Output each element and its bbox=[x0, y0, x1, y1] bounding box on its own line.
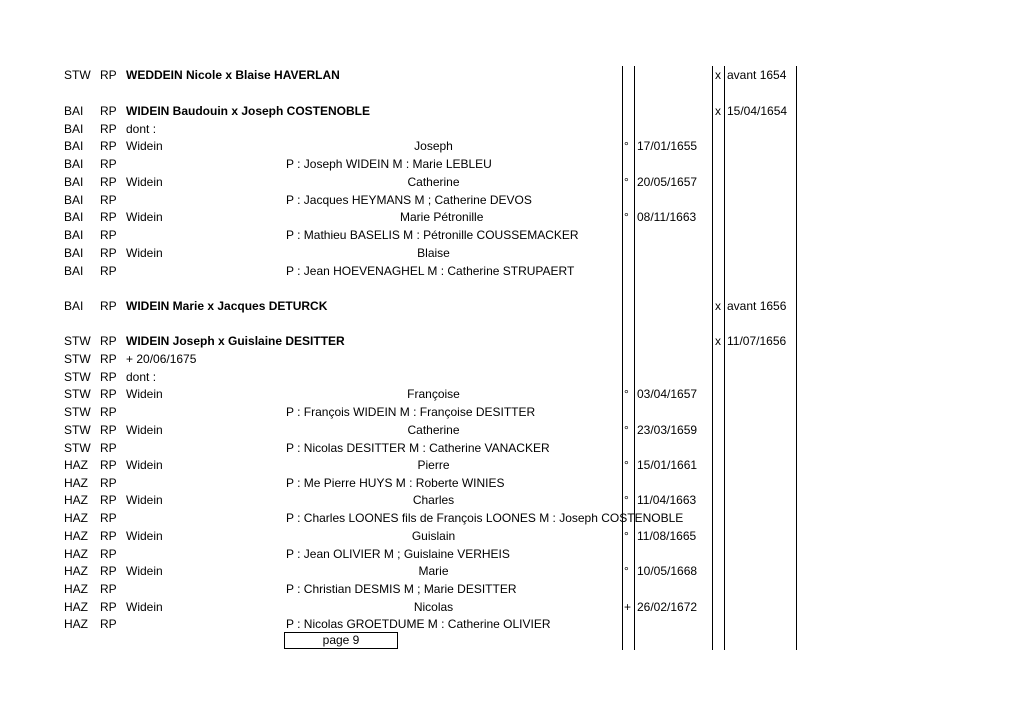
table-row bbox=[0, 102, 1024, 120]
table-row bbox=[0, 615, 1024, 633]
parish-cell: BAI bbox=[64, 299, 84, 313]
given-name-cell: Guislain bbox=[411, 529, 456, 543]
table-row bbox=[0, 173, 1024, 191]
parish-cell: BAI bbox=[64, 246, 84, 260]
event-date-cell: 17/01/1655 bbox=[637, 139, 698, 153]
name-cell: WEDDEIN Nicole x Blaise HAVERLAN bbox=[126, 68, 340, 82]
register-type-cell: RP bbox=[100, 370, 117, 384]
register-type-cell: RP bbox=[100, 228, 117, 242]
name-cell: WIDEIN Marie x Jacques DETURCK bbox=[126, 299, 328, 313]
name-cell: Widein bbox=[126, 175, 163, 189]
event-date-cell: 10/05/1668 bbox=[637, 564, 698, 578]
name-cell: Widein bbox=[126, 529, 163, 543]
marriage-date-cell: avant 1656 bbox=[727, 299, 787, 313]
godparents-cell: P : Mathieu BASELIS M : Pétronille COUSSEMACKER bbox=[286, 228, 579, 242]
event-date-cell: 20/05/1657 bbox=[637, 175, 698, 189]
event-date-cell: 03/04/1657 bbox=[637, 387, 698, 401]
parish-cell: BAI bbox=[64, 264, 84, 278]
parish-cell: BAI bbox=[64, 122, 84, 136]
godparents-cell: P : Jean OLIVIER M ; Guislaine VERHEIS bbox=[286, 547, 510, 561]
table-row bbox=[0, 208, 1024, 226]
given-name-cell: Marie bbox=[418, 564, 449, 578]
table-row bbox=[0, 474, 1024, 492]
parish-cell: STW bbox=[64, 387, 91, 401]
table-row bbox=[0, 66, 1024, 84]
parish-cell: HAZ bbox=[64, 493, 88, 507]
register-type-cell: RP bbox=[100, 122, 117, 136]
table-row bbox=[0, 562, 1024, 580]
parish-cell: BAI bbox=[64, 228, 84, 242]
marriage-date-cell: 15/04/1654 bbox=[727, 104, 788, 118]
register-type-cell: RP bbox=[100, 476, 117, 490]
event-symbol-cell: ° bbox=[624, 564, 629, 578]
register-type-cell: RP bbox=[100, 387, 117, 401]
parish-cell: HAZ bbox=[64, 529, 88, 543]
page-number: page 9 bbox=[284, 632, 398, 649]
register-type-cell: RP bbox=[100, 511, 117, 525]
given-name-cell: Marie Pétronille bbox=[400, 210, 484, 224]
parish-cell: BAI bbox=[64, 193, 84, 207]
event-symbol-cell: ° bbox=[624, 139, 629, 153]
godparents-cell: P : Nicolas GROETDUME M : Catherine OLIVIER bbox=[286, 617, 551, 631]
parish-cell: BAI bbox=[64, 210, 84, 224]
register-type-cell: RP bbox=[100, 299, 117, 313]
name-cell: Widein bbox=[126, 600, 163, 614]
table-row bbox=[0, 403, 1024, 421]
name-cell: Widein bbox=[126, 458, 163, 472]
name-cell: dont : bbox=[126, 122, 157, 136]
event-date-cell: 11/04/1663 bbox=[637, 493, 697, 507]
register-type-cell: RP bbox=[100, 441, 117, 455]
godparents-cell: P : Christian DESMIS M ; Marie DESITTER bbox=[286, 582, 517, 596]
register-type-cell: RP bbox=[100, 264, 117, 278]
parish-cell: STW bbox=[64, 352, 91, 366]
marriage-date-cell: 11/07/1656 bbox=[727, 334, 787, 348]
parish-cell: HAZ bbox=[64, 600, 88, 614]
godparents-cell: P : Me Pierre HUYS M : Roberte WINIES bbox=[286, 476, 505, 490]
register-type-cell: RP bbox=[100, 423, 117, 437]
parish-cell: HAZ bbox=[64, 564, 88, 578]
parish-cell: STW bbox=[64, 334, 91, 348]
given-name-cell: Françoise bbox=[407, 387, 460, 401]
name-cell: WIDEIN Joseph x Guislaine DESITTER bbox=[126, 334, 345, 348]
register-type-cell: RP bbox=[100, 458, 117, 472]
parish-cell: HAZ bbox=[64, 617, 88, 631]
given-name-cell: Joseph bbox=[414, 139, 453, 153]
register-type-cell: RP bbox=[100, 405, 117, 419]
marriage-mark-cell: x bbox=[715, 104, 721, 118]
register-type-cell: RP bbox=[100, 193, 117, 207]
event-date-cell: 15/01/1661 bbox=[637, 458, 698, 472]
register-type-cell: RP bbox=[100, 352, 117, 366]
table-row bbox=[0, 332, 1024, 350]
register-type-cell: RP bbox=[100, 104, 117, 118]
godparents-cell: P : Nicolas DESITTER M : Catherine VANACKER bbox=[286, 441, 550, 455]
table-row bbox=[0, 421, 1024, 439]
register-type-cell: RP bbox=[100, 334, 117, 348]
given-name-cell: Pierre bbox=[417, 458, 450, 472]
marriage-mark-cell: x bbox=[715, 334, 721, 348]
parish-cell: HAZ bbox=[64, 547, 88, 561]
event-symbol-cell: ° bbox=[624, 175, 629, 189]
parish-cell: HAZ bbox=[64, 476, 88, 490]
parish-cell: STW bbox=[64, 423, 91, 437]
event-symbol-cell: ° bbox=[624, 458, 629, 472]
table-row bbox=[0, 120, 1024, 138]
table-row bbox=[0, 439, 1024, 457]
parish-cell: STW bbox=[64, 441, 91, 455]
table-row bbox=[0, 385, 1024, 403]
register-type-cell: RP bbox=[100, 139, 117, 153]
table-row bbox=[0, 137, 1024, 155]
register-type-cell: RP bbox=[100, 529, 117, 543]
marriage-date-cell: avant 1654 bbox=[727, 68, 787, 82]
name-cell: Widein bbox=[126, 246, 163, 260]
table-row bbox=[0, 191, 1024, 209]
parish-cell: STW bbox=[64, 370, 91, 384]
register-type-cell: RP bbox=[100, 582, 117, 596]
register-type-cell: RP bbox=[100, 68, 117, 82]
given-name-cell: Catherine bbox=[407, 423, 460, 437]
marriage-mark-cell: x bbox=[715, 68, 721, 82]
name-cell: Widein bbox=[126, 210, 163, 224]
table-row bbox=[0, 262, 1024, 280]
name-cell: Widein bbox=[126, 564, 163, 578]
table-row bbox=[0, 456, 1024, 474]
name-cell: Widein bbox=[126, 139, 163, 153]
given-name-cell: Blaise bbox=[417, 246, 450, 260]
given-name-cell: Nicolas bbox=[413, 600, 454, 614]
given-name-cell: Catherine bbox=[407, 175, 460, 189]
name-cell: Widein bbox=[126, 423, 163, 437]
event-date-cell: 11/08/1665 bbox=[637, 529, 697, 543]
table-row bbox=[0, 155, 1024, 173]
table-row bbox=[0, 527, 1024, 545]
register-type-cell: RP bbox=[100, 246, 117, 260]
event-symbol-cell: ° bbox=[624, 210, 629, 224]
table-row bbox=[0, 368, 1024, 386]
register-type-cell: RP bbox=[100, 617, 117, 631]
marriage-mark-cell: x bbox=[715, 299, 721, 313]
parish-cell: STW bbox=[64, 405, 91, 419]
table-row bbox=[0, 226, 1024, 244]
event-date-cell: 23/03/1659 bbox=[637, 423, 698, 437]
parish-cell: BAI bbox=[64, 157, 84, 171]
register-type-cell: RP bbox=[100, 210, 117, 224]
table-row bbox=[0, 598, 1024, 616]
event-date-cell: 08/11/1663 bbox=[637, 210, 697, 224]
event-symbol-cell: ° bbox=[624, 423, 629, 437]
event-symbol-cell: ° bbox=[624, 493, 629, 507]
godparents-cell: P : Jacques HEYMANS M ; Catherine DEVOS bbox=[286, 193, 532, 207]
event-date-cell: 26/02/1672 bbox=[637, 600, 698, 614]
name-cell: + 20/06/1675 bbox=[126, 352, 197, 366]
table-row bbox=[0, 509, 1024, 527]
register-type-cell: RP bbox=[100, 493, 117, 507]
event-symbol-cell: + bbox=[624, 600, 632, 614]
register-type-cell: RP bbox=[100, 547, 117, 561]
table-row bbox=[0, 350, 1024, 368]
register-type-cell: RP bbox=[100, 175, 117, 189]
godparents-cell: P : Jean HOEVENAGHEL M : Catherine STRUPAERT bbox=[286, 264, 575, 278]
register-type-cell: RP bbox=[100, 157, 117, 171]
event-symbol-cell: ° bbox=[624, 387, 629, 401]
table-row bbox=[0, 244, 1024, 262]
table-row bbox=[0, 545, 1024, 563]
godparents-cell: P : François WIDEIN M : Françoise DESITTER bbox=[286, 405, 536, 419]
godparents-cell: P : Joseph WIDEIN M : Marie LEBLEU bbox=[286, 157, 492, 171]
table-row bbox=[0, 297, 1024, 315]
table-row bbox=[0, 580, 1024, 598]
event-symbol-cell: ° bbox=[624, 529, 629, 543]
name-cell: Widein bbox=[126, 387, 163, 401]
parish-cell: HAZ bbox=[64, 458, 88, 472]
parish-cell: STW bbox=[64, 68, 91, 82]
parish-cell: BAI bbox=[64, 139, 84, 153]
register-type-cell: RP bbox=[100, 564, 117, 578]
parish-cell: BAI bbox=[64, 175, 84, 189]
parish-cell: BAI bbox=[64, 104, 84, 118]
godparents-cell: P : Charles LOONES fils de François LOONES M : Joseph COSTENOBLE bbox=[286, 511, 684, 525]
name-cell: WIDEIN Baudouin x Joseph COSTENOBLE bbox=[126, 104, 371, 118]
name-cell: dont : bbox=[126, 370, 157, 384]
given-name-cell: Charles bbox=[412, 493, 455, 507]
parish-cell: HAZ bbox=[64, 511, 88, 525]
parish-cell: HAZ bbox=[64, 582, 88, 596]
table-row bbox=[0, 491, 1024, 509]
register-type-cell: RP bbox=[100, 600, 117, 614]
name-cell: Widein bbox=[126, 493, 163, 507]
